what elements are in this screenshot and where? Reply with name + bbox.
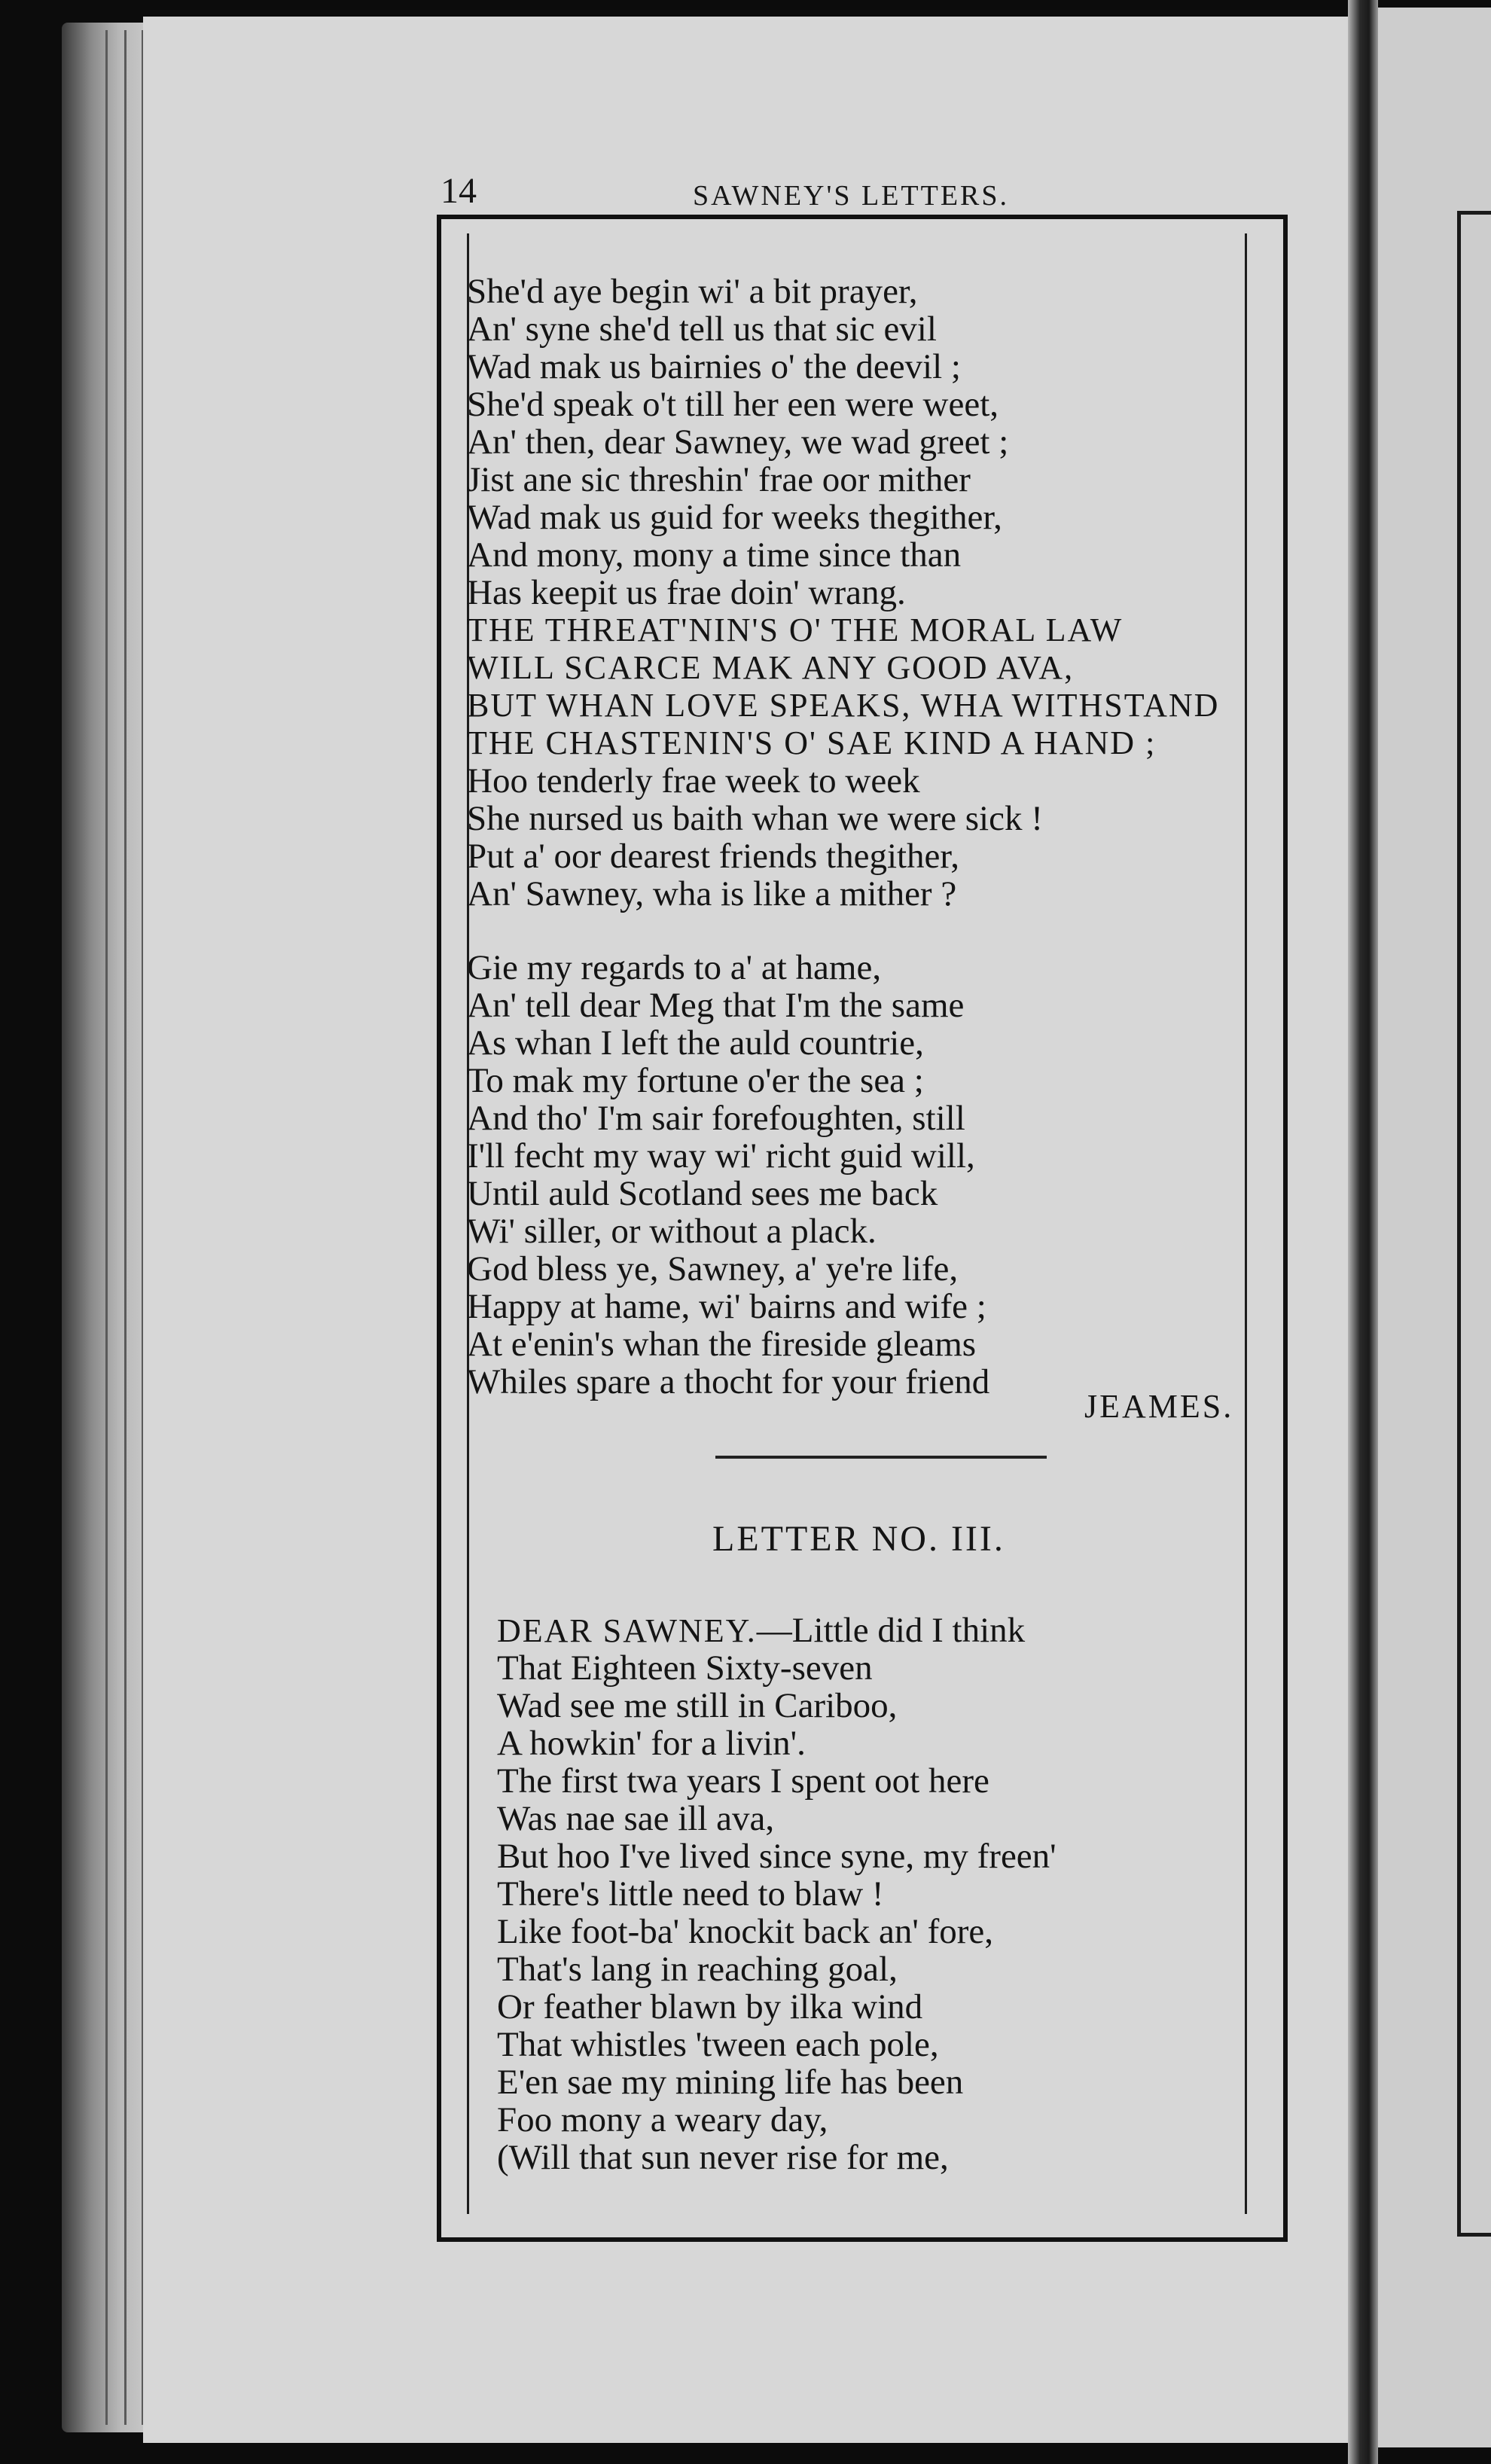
page-edge-line — [105, 30, 108, 2425]
verse-line: Gie my regards to a' at hame, — [467, 948, 882, 987]
verse-line: Jist ane sic threshin' frae oor mither — [467, 460, 971, 499]
verse-line: That whistles 'tween each pole, — [497, 2025, 939, 2064]
verse-line: Was nae sae ill ava, — [497, 1799, 775, 1838]
verse-line: A howkin' for a livin'. — [497, 1724, 806, 1763]
verse-line: She nursed us baith whan we were sick ! — [467, 799, 1043, 838]
section-divider — [715, 1456, 1047, 1459]
verse-line: Whiles spare a thocht for your friend — [467, 1362, 990, 1401]
verse-line: There's little need to blaw ! — [497, 1874, 884, 1914]
verse-line: An' then, dear Sawney, we wad greet ; — [467, 422, 1009, 462]
verse-line: As whan I left the auld countrie, — [467, 1023, 924, 1063]
emphasized-verse-line: WILL SCARCE MAK ANY GOOD AVA, — [467, 649, 1075, 686]
emphasized-verse-line: THE THREAT'NIN'S O' THE MORAL LAW — [467, 611, 1124, 648]
book-gutter — [1348, 0, 1378, 2464]
verse-line: That Eighteen Sixty-seven — [497, 1648, 873, 1688]
emphasized-verse-line: BUT WHAN LOVE SPEAKS, WHA WITHSTAND — [467, 687, 1220, 724]
salutation: DEAR SAWNEY. — [497, 1612, 757, 1649]
verse-line: I'll fecht my way wi' richt guid will, — [467, 1136, 975, 1176]
page-number: 14 — [441, 171, 477, 211]
verse-line: She'd speak o't till her een were weet, — [467, 385, 999, 424]
verse-line: But hoo I've lived since syne, my freen' — [497, 1837, 1057, 1876]
verse-line: E'en sae my mining life has been — [497, 2063, 964, 2102]
verse-line: Wad mak us guid for weeks thegither, — [467, 498, 1002, 537]
verse-line: Wi' siller, or without a plack. — [467, 1212, 877, 1251]
verse-line: At e'enin's whan the fireside gleams — [467, 1325, 977, 1364]
verse-line: Hoo tenderly frae week to week — [467, 761, 920, 800]
running-head-title: SAWNEY'S LETTERS. — [693, 180, 1010, 212]
verse-line: God bless ye, Sawney, a' ye're life, — [467, 1249, 959, 1288]
verse-line: Has keepit us frae doin' wrang. — [467, 573, 906, 612]
verse-line: An' syne she'd tell us that sic evil — [467, 310, 937, 349]
verse-line: The first twa years I spent oot here — [497, 1761, 989, 1801]
verse-line: Foo mony a weary day, — [497, 2100, 828, 2139]
page-edge-line — [124, 30, 127, 2425]
verse-line: To mak my fortune o'er the sea ; — [467, 1061, 924, 1100]
verse-line: Wad mak us bairnies o' the deevil ; — [467, 347, 961, 386]
emphasized-verse-line: THE CHASTENIN'S O' SAE KIND A HAND ; — [467, 724, 1157, 761]
stanza-break — [467, 913, 1265, 949]
verse-line: Happy at hame, wi' bairns and wife ; — [467, 1287, 986, 1326]
verse-line: Put a' oor dearest friends thegither, — [467, 837, 959, 876]
letter-three-verse — [497, 1612, 1295, 2176]
verse-line: That's lang in reaching goal, — [497, 1950, 898, 1989]
letter-two-verse — [467, 273, 1265, 1401]
verse-line: Or feather blawn by ilka wind — [497, 1987, 923, 2026]
verse-line: Until auld Scotland sees me back — [467, 1174, 938, 1213]
verse-line: An' tell dear Meg that I'm the same — [467, 986, 965, 1025]
salutation-line — [497, 1612, 1295, 1649]
letter-heading: LETTER NO. III. — [712, 1519, 1005, 1559]
verse-line: And tho' I'm sair forefoughten, still — [467, 1099, 965, 1138]
salutation-continuation: —Little did I think — [756, 1611, 1026, 1650]
verse-line: Wad see me still in Cariboo, — [497, 1686, 898, 1725]
verse-line: She'd aye begin wi' a bit prayer, — [467, 272, 918, 311]
verse-line: Like foot-ba' knockit back an' fore, — [497, 1912, 994, 1951]
facing-page-frame — [1457, 211, 1491, 2237]
letter-signature: JEAMES. — [1084, 1388, 1234, 1425]
verse-line: An' Sawney, wha is like a mither ? — [467, 874, 957, 913]
verse-line: And mony, mony a time since than — [467, 535, 962, 575]
verse-line: (Will that sun never rise for me, — [497, 2138, 949, 2177]
